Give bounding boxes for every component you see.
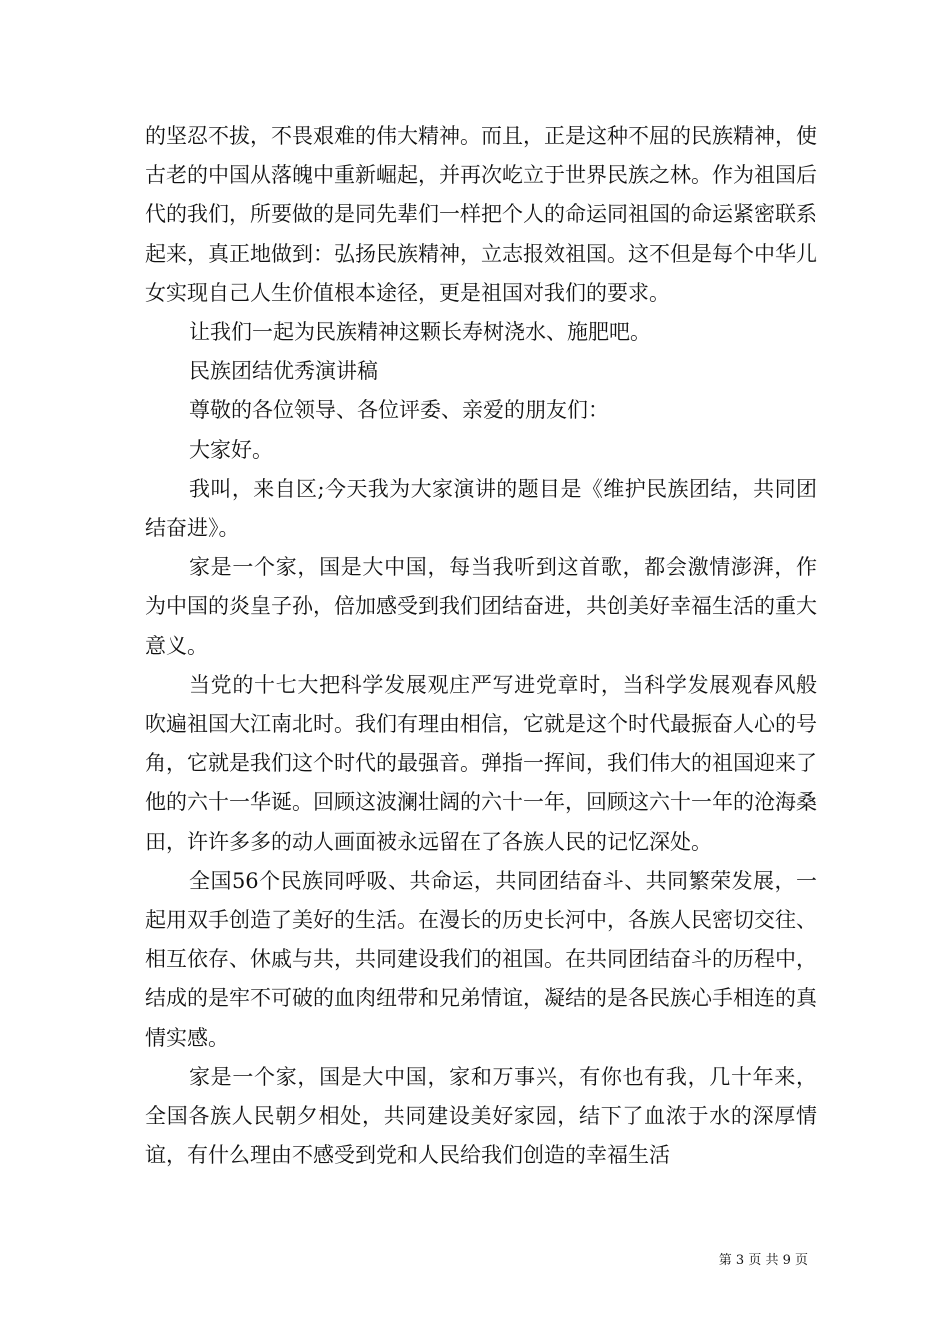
paragraph: 家是一个家，国是大中国，每当我听到这首歌，都会激情澎湃，作为中国的炎皇子孙，倍加感受到我们团结奋进，共创美好幸福生活的重大意义。 bbox=[145, 555, 817, 658]
greeting: 大家好。 bbox=[189, 437, 273, 462]
page-number: 第 3 页 共 9 页 bbox=[718, 1253, 808, 1268]
section-title: 民族团结优秀演讲稿 bbox=[189, 359, 378, 384]
document-body bbox=[145, 117, 817, 1175]
paragraph: 让我们一起为民族精神这颗长寿树浇水、施肥吧。 bbox=[189, 320, 651, 345]
paragraph: 我叫，来自区;今天我为大家演讲的题目是《维护民族团结，共同团结奋进》。 bbox=[145, 476, 817, 541]
salutation: 尊敬的各位领导、各位评委、亲爱的朋友们： bbox=[189, 398, 609, 423]
paragraph: 当党的十七大把科学发展观庄严写进党章时，当科学发展观春风般吹遍祖国大江南北时。我们有理由相信，它就是这个时代最振奋人心的号角，它就是我们这个时代的最强音。弹指一挥间，我们伟大的祖国迎来了他的六十一华诞。回顾这波澜壮阔的六十一年，回顾这六十一年的沧海桑田，许许多多的动人画面被永远留在了各族人民的记忆深处。 bbox=[145, 672, 817, 854]
paragraph: 全国56个民族同呼吸、共命运，共同团结奋斗、共同繁荣发展，一起用双手创造了美好的生活。在漫长的历史长河中，各族人民密切交往、相互依存、休戚与共，共同建设我们的祖国。在共同团结奋斗的历程中，结成的是牢不可破的血肉纽带和兄弟情谊，凝结的是各民族心手相连的真情实感。 bbox=[145, 868, 817, 1050]
paragraph: 家是一个家，国是大中国，家和万事兴，有你也有我，几十年来，全国各族人民朝夕相处，共同建设美好家园，结下了血浓于水的深厚情谊，有什么理由不感受到党和人民给我们创造的幸福生活 bbox=[145, 1064, 817, 1168]
paragraph: 的坚忍不拔，不畏艰难的伟大精神。而且，正是这种不屈的民族精神，使古老的中国从落魄中重新崛起，并再次屹立于世界民族之林。作为祖国后代的我们，所要做的是同先辈们一样把个人的命运同祖国的命运紧密联系起来，真正地做到：弘扬民族精神，立志报效祖国。这不但是每个中华儿女实现自己人生价值根本途径，更是祖国对我们的要求。 bbox=[145, 124, 817, 305]
